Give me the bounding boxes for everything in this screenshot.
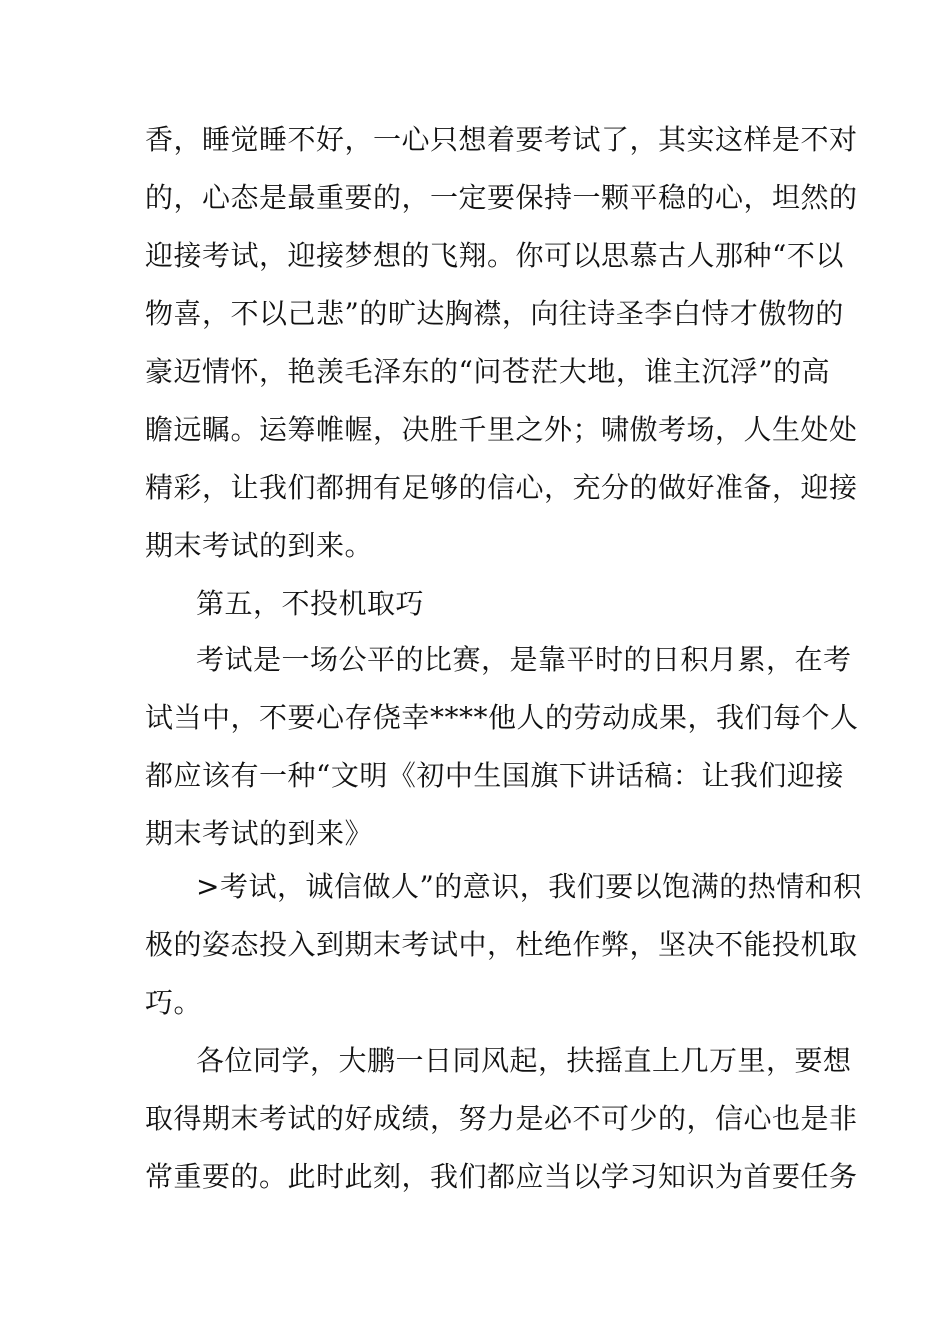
text-line: 精彩，让我们都拥有足够的信心，充分的做好准备，迎接 (145, 471, 858, 504)
text-line: 迎接考试，迎接梦想的飞翔。你可以思慕古人那种“不以 (145, 239, 844, 272)
text-line: 期末考试的到来。 (145, 529, 374, 562)
section-heading: 第五，不投机取巧 (196, 587, 425, 620)
text-line: >考试，诚信做人”的意识，我们要以饱满的热情和积 (196, 870, 862, 903)
text-line: 的，心态是最重要的，一定要保持一颗平稳的心，坦然的 (145, 181, 858, 214)
text-line: 考试是一场公平的比赛，是靠平时的日积月累，在考 (196, 643, 852, 676)
text-line: 期末考试的到来》 (145, 817, 374, 850)
text-line: 极的姿态投入到期末考试中，杜绝作弊，坚决不能投机取 (145, 928, 858, 961)
text-line: 豪迈情怀，艳羡毛泽东的“问苍茫大地，谁主沉浮”的高 (145, 355, 831, 388)
text-line: 试当中，不要心存侥幸****他人的劳动成果，我们每个人 (145, 701, 859, 734)
text-line: 常重要的。此时此刻，我们都应当以学习知识为首要任务 (145, 1160, 858, 1193)
text-line: 取得期末考试的好成绩，努力是必不可少的，信心也是非 (145, 1102, 858, 1135)
text-line: 都应该有一种“文明《初中生国旗下讲话稿：让我们迎接 (145, 759, 844, 792)
text-line: 各位同学，大鹏一日同风起，扶摇直上几万里，要想 (196, 1044, 852, 1077)
text-line: 物喜，不以己悲”的旷达胸襟，向往诗圣李白恃才傲物的 (145, 297, 844, 330)
text-line: 瞻远瞩。运筹帷幄，决胜千里之外；啸傲考场，人生处处 (145, 413, 858, 446)
text-line: 巧。 (145, 986, 203, 1019)
text-line: 香，睡觉睡不好，一心只想着要考试了，其实这样是不对 (145, 123, 858, 156)
